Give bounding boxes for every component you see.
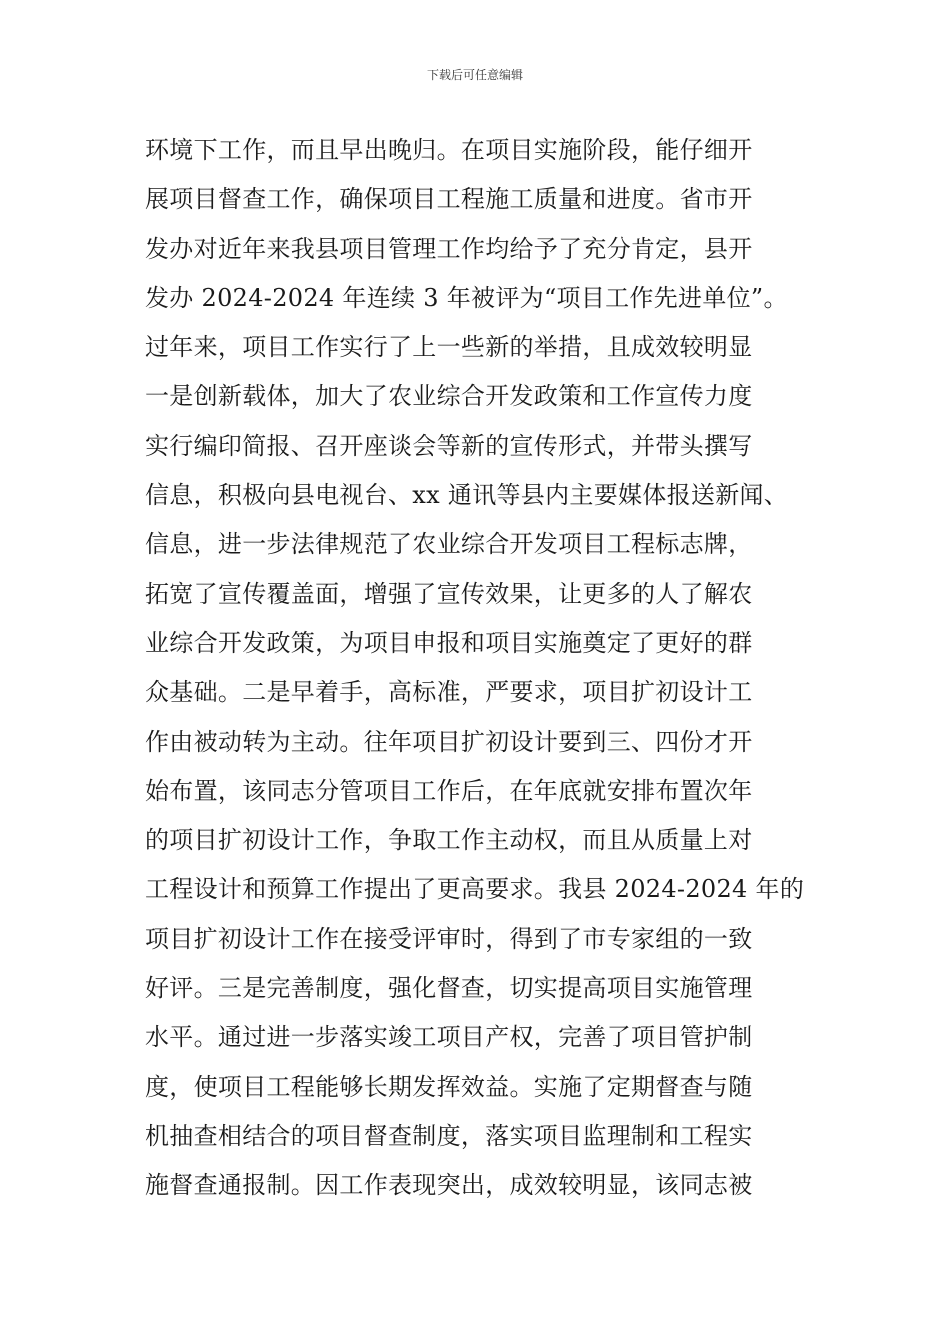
text-line: 始布置，该同志分管项目工作后，在年底就安排布置次年 <box>145 776 753 805</box>
text-line: 展项目督查工作，确保项目工程施工质量和进度。省市开 <box>145 185 753 214</box>
text-line: 发办 2024-2024 年连续 3 年被评为“项目工作先进单位”。 <box>145 283 788 312</box>
text-line: 众基础。二是早着手，高标准，严要求，项目扩初设计工 <box>145 678 753 707</box>
text-line: 项目扩初设计工作在接受评审时，得到了市专家组的一致 <box>145 924 753 953</box>
text-line: 工程设计和预算工作提出了更高要求。我县 2024-2024 年的 <box>145 875 805 904</box>
text-line: 信息，进一步法律规范了农业综合开发项目工程标志牌， <box>145 530 753 559</box>
text-line: 作由被动转为主动。往年项目扩初设计要到三、四份才开 <box>145 727 753 756</box>
text-line: 度，使项目工程能够长期发挥效益。实施了定期督查与随 <box>145 1072 753 1101</box>
text-line: 拓宽了宣传覆盖面，增强了宣传效果，让更多的人了解农 <box>145 579 753 608</box>
text-line: 发办对近年来我县项目管理工作均给予了充分肯定，县开 <box>145 234 753 263</box>
text-line: 的项目扩初设计工作，争取工作主动权，而且从质量上对 <box>145 826 753 855</box>
text-line: 好评。三是完善制度，强化督查，切实提高项目实施管理 <box>145 974 753 1003</box>
page-header-note: 下载后可任意编辑 <box>426 68 523 82</box>
text-line: 施督查通报制。因工作表现突出，成效较明显，该同志被 <box>145 1171 753 1200</box>
text-line: 业综合开发政策，为项目申报和项目实施奠定了更好的群 <box>145 628 753 657</box>
text-line: 信息，积极向县电视台、xx 通讯等县内主要媒体报送新闻、 <box>145 481 789 510</box>
text-line: 一是创新载体，加大了农业综合开发政策和工作宣传力度 <box>145 382 753 411</box>
text-line: 机抽查相结合的项目督查制度，落实项目监理制和工程实 <box>145 1121 753 1150</box>
text-line: 过年来，项目工作实行了上一些新的举措，且成效较明显 <box>145 333 753 362</box>
text-line: 环境下工作，而且早出晚归。在项目实施阶段，能仔细开 <box>145 136 753 164</box>
text-line: 水平。通过进一步落实竣工项目产权，完善了项目管护制 <box>145 1023 753 1052</box>
text-line: 实行编印简报、召开座谈会等新的宣传形式，并带头撰写 <box>145 431 753 460</box>
document-body <box>145 126 845 1211</box>
